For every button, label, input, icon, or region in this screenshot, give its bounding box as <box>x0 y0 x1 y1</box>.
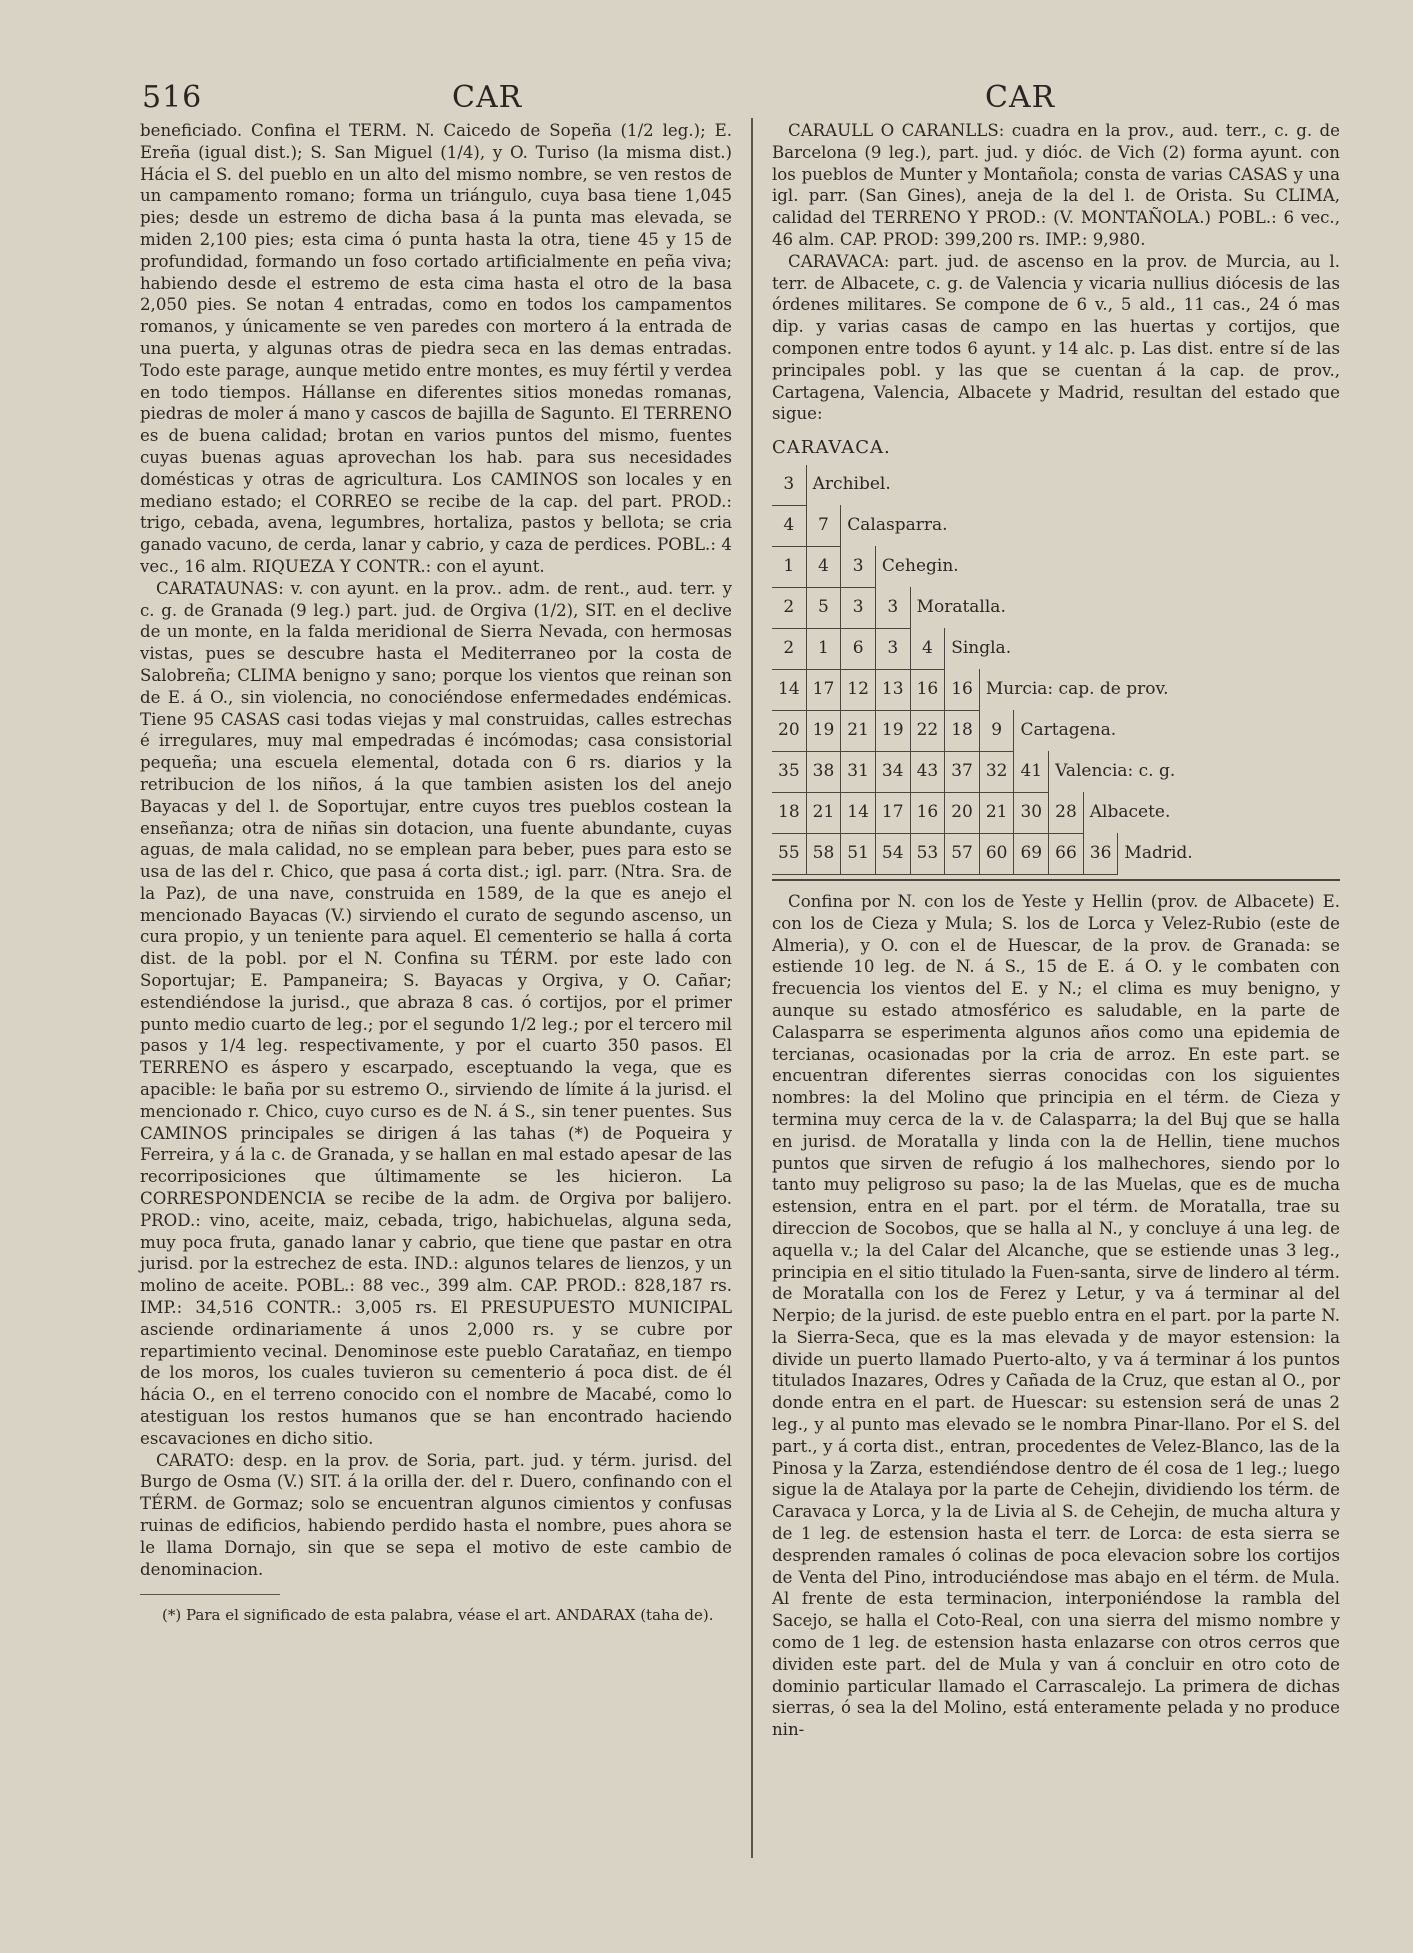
place-label: Singla. <box>951 638 1012 659</box>
table-row <box>772 546 1199 587</box>
distance-cell: 43 <box>910 751 945 792</box>
place-label: Moratalla. <box>916 597 1006 618</box>
distance-cell: 41 <box>1014 751 1049 792</box>
right-column <box>772 120 1340 1741</box>
distance-table <box>772 465 1199 875</box>
table-row <box>772 587 1199 628</box>
place-label: Albacete. <box>1089 802 1171 823</box>
distance-cell: 17 <box>806 669 841 710</box>
place-label: Madrid. <box>1124 843 1193 864</box>
distance-cell: 37 <box>945 751 980 792</box>
distance-cell: 58 <box>806 833 841 874</box>
distance-cell: 31 <box>841 751 876 792</box>
distance-cell: 21 <box>841 710 876 751</box>
distance-cell: 19 <box>875 710 910 751</box>
distance-cell: 66 <box>1049 833 1084 874</box>
distance-cell: 34 <box>875 751 910 792</box>
distance-cell: 16 <box>945 669 980 710</box>
place-label: Cartagena. <box>1020 720 1117 741</box>
place-label: Calasparra. <box>847 515 948 536</box>
distance-cell: 4 <box>806 546 841 587</box>
distance-cell: 1 <box>772 546 806 587</box>
distance-cell: 22 <box>910 710 945 751</box>
distance-cell: 9 <box>979 710 1014 751</box>
right-running-head: CAR <box>985 80 1056 115</box>
distance-cell: 13 <box>875 669 910 710</box>
distance-cell: 51 <box>841 833 876 874</box>
distance-cell: 69 <box>1014 833 1049 874</box>
distance-cell: 16 <box>910 669 945 710</box>
table-row <box>772 710 1199 751</box>
distance-cell: 38 <box>806 751 841 792</box>
distance-cell: 21 <box>979 792 1014 833</box>
distance-cell: 20 <box>945 792 980 833</box>
distance-cell: 53 <box>910 833 945 874</box>
distance-cell: 36 <box>1083 833 1118 874</box>
table-row <box>772 669 1199 710</box>
distance-cell: 2 <box>772 628 806 669</box>
distance-cell: 55 <box>772 833 806 874</box>
table-row <box>772 465 1199 506</box>
distance-cell: 20 <box>772 710 806 751</box>
distance-cell: 57 <box>945 833 980 874</box>
entry-caravaca-confina: Confina por N. con los de Yeste y Hellin (prov. de Albacete) E. con los de Cieza y Mula; S. los de Lorca y Velez-Rubio (este de Almeria), y O. con el de Huescar, de la prov. de Granada: se estiende 10 leg. de N. á S., 15 de E. á O. y le combaten con frecuencia los vientos del E. y N.; el clima es muy benigno, y aunque su estado atmosférico es saludable, en la parte de Calasparra se esperimenta algunos años como una epidemia de tercianas, ocasionadas por la cria de arroz. En este part. se encuentran diferentes sierras conocidas con los siguientes nombres: la del Molino que principia en el térm. de Cieza y termina muy cerca de la v. de Calasparra; la del Buj que se halla en jurisd. de Moratalla y linda con la de Hellin, tiene muchos puntos que sirven de refugio á los malhechores, siendo por lo tanto muy peligroso su paso; la de las Muelas, que es de mucha estension, entra en el part. por el térm. de Moratalla, trae su direccion de Socobos, que se halla al N., y concluye á una leg. de aquella v.; la del Calar del Alcanche, que se estiende unas 3 leg., principia en el sitio titulado la Fuen-santa, sirve de lindero al térm. de Moratalla con los de Ferez y Letur, y va á terminar al del Nerpio; de la jurisd. de este pueblo entra en el part. por la parte N. la Sierra-Seca, que es la mas elevada y de mayor estension: la divide un puerto llamado Puerto-alto, y va á terminar á los puntos titulados Inazares, Odres y Cañada de la Cruz, que estan al O., por donde entra en el part. de Huescar: su estension será de unas 2 leg., y al punto mas elevado se le nombra Pinar-llano. Por el S. del part., y á corta dist., entran, procedentes de Velez-Blanco, las de la Pinosa y la Zarza, estendiéndose dentro de él cosa de 1 leg.; luego sigue la de Atalaya por la parte de Cehejin, dividiendo los térm. de Caravaca y Lorca, y la de Livia al S. de Cehejin, de mucha altura y de 1 leg. de estension hasta el terr. de Lorca: de esta sierra se desprenden ramales ó colinas de poca elevacion sobre los cortijos de Venta del Pino, introduciéndose mas abajo en el térm. de Mula. Al frente de esta terminacion, interponiéndose la rambla del Sacejo, se halla el Coto-Real, con una sierra del mismo nombre y como de 1 leg. de estension hasta enlazarse con otros cerros que dividen este part. del de Mula y van á concluir en otro coto de dominio particular llamado el Carrascalejo. La primera de dichas sierras, ó sea la del Molino, está enteramente pelada y no produce nin- <box>772 891 1340 1740</box>
distance-table-title: CARAVACA. <box>772 437 891 459</box>
distance-cell: 14 <box>772 669 806 710</box>
distance-cell: 12 <box>841 669 876 710</box>
distance-cell: 54 <box>875 833 910 874</box>
distance-cell: 21 <box>806 792 841 833</box>
entry-carataunas: CARATAUNAS: v. con ayunt. en la prov.. adm. de rent., aud. terr. y c. g. de Granada (9 leg.) part. jud. de Orgiva (1/2), SIT. en el declive de un monte, en la falda meridional de Sierra Nevada, con hermosas vistas, pues se descubre hasta el Mediterraneo por la costa de Salobreña; CLIMA benigno y sano; porque los vientos que reinan son de E. á O., sin violencia, no conociéndose enfermedades endémicas. Tiene 95 CASAS casi todas viejas y mal construidas, calles estrechas é irregulares, muy mal empedradas é incómodas; casa consistorial pequeña; una escuela elemental, dotada con 6 rs. diarios y la retribucion de los niños, á la que tambien asisten los del anejo Bayacas y del l. de Soportujar, entre cuyos tres pueblos costean la enseñanza; otra de niñas sin dotacion, una fuente abundante, cuyas aguas, de mala calidad, no se emplean para beber, pues para esto se usa de las del r. Chico, que pasa á corta dist.; igl. parr. (Ntra. Sra. de la Paz), de una nave, construida en 1589, de la que es anejo el mencionado Bayacas (V.) sirviendo el curato de segundo ascenso, un cura propio, y un teniente para aquel. El cementerio se halla á corta dist. de la pobl. por el N. Confina su TÉRM. por este lado con Soportujar; E. Pampaneira; S. Bayacas y Orgiva, y O. Cañar; estendiéndose la jurisd., que abraza 8 cas. ó cortijos, por el primer punto medio cuarto de leg.; por el segundo 1/2 leg.; por el tercero mil pasos y 1/4 leg. respectivamente, y por el cuarto 350 pasos. El TERRENO es áspero y escarpado, esceptuando la vega, que es apacible: le baña por su estremo O., sirviendo de límite á la jurisd. el mencionado r. Chico, cuyo curso es de N. á S., sin tener puentes. Sus CAMINOS principales se dirigen á las tahas (*) de Poqueira y Ferreira, y á la c. de Granada, y se hallan en mal estado apesar de las recorriposiciones que últimamente se les hicieron. La CORRESPONDENCIA se recibe de la adm. de Orgiva por balijero. PROD.: vino, aceite, maiz, cebada, trigo, habichuelas, alguna seda, muy poca fruta, ganado lanar y cabrio, que tiene que pastar en otra jurisd. por la estrechez de esta. IND.: algunos telares de lienzos, y un molino de aceite. POBL.: 88 vec., 399 alm. CAP. PROD.: 828,187 rs. IMP.: 34,516 CONTR.: 3,005 rs. El PRESUPUESTO MUNICIPAL asciende ordinariamente á unos 2,000 rs. y se cubre por repartimiento vecinal. Denominose este pueblo Caratañaz, en tiempo de los moros, los cuales tuvieron su cementerio á poca dist. de él hácia O., en el terreno conocido con el nombre de Macabé, como lo atestiguan los restos humanos que se han encontrado haciendo escavaciones en dicho sitio. <box>140 578 732 1448</box>
distance-cell: 7 <box>806 505 841 546</box>
table-row <box>772 792 1199 833</box>
distance-cell: 3 <box>772 465 806 506</box>
distance-cell: 18 <box>772 792 806 833</box>
distance-cell: 2 <box>772 587 806 628</box>
page-number: 516 <box>142 80 203 115</box>
left-running-head: CAR <box>452 80 523 115</box>
entry-carato: CARATO: desp. en la prov. de Soria, part. jud. y térm. jurisd. del Burgo de Osma (V.) SIT. á la orilla der. del r. Duero, confinando con el TÉRM. de Gormaz; solo se encuentran algunos cimientos y confusas ruinas de edificios, habiendo perdido hasta el nombre, pues ahora se le llama Dornajo, sin que se sepa el motivo de este cambio de denominacion. <box>140 1450 732 1579</box>
table-row <box>772 751 1199 792</box>
table-row <box>772 628 1199 669</box>
table-end-rule <box>772 879 1340 881</box>
distance-cell: 3 <box>875 628 910 669</box>
distance-cell: 16 <box>910 792 945 833</box>
distance-cell: 6 <box>841 628 876 669</box>
entry-caraull: CARAULL O CARANLLS: cuadra en la prov., aud. terr., c. g. de Barcelona (9 leg.), part. jud. y dióc. de Vich (2) forma ayunt. con los pueblos de Munter y Montañola; consta de varias CASAS y una igl. parr. (San Gines), aneja de la del l. de Orista. Su CLIMA, calidad del TERRENO Y PROD.: (V. MONTAÑOLA.) POBL.: 6 vec., 46 alm. CAP. PROD: 399,200 rs. IMP.: 9,980. <box>772 121 1340 249</box>
distance-cell: 14 <box>841 792 876 833</box>
distance-cell: 35 <box>772 751 806 792</box>
table-row <box>772 833 1199 874</box>
table-row <box>772 505 1199 546</box>
distance-cell: 4 <box>772 505 806 546</box>
footnote: (*) Para el significado de esta palabra, véase el art. ANDARAX (taha de). <box>162 1606 714 1625</box>
place-label: Valencia: c. g. <box>1055 761 1176 782</box>
place-label: Murcia: cap. de prov. <box>985 679 1169 700</box>
footnote-rule <box>140 1594 280 1595</box>
distance-cell: 32 <box>979 751 1014 792</box>
distance-cell: 5 <box>806 587 841 628</box>
distance-cell: 1 <box>806 628 841 669</box>
left-column <box>140 120 732 1625</box>
place-label: Cehegin. <box>881 556 959 577</box>
entry-caravaca: CARAVACA: part. jud. de ascenso en la prov. de Murcia, au l. terr. de Albacete, c. g. de Valencia y vicaria nullius diócesis de las órdenes militares. Se compone de 6 v., 5 ald., 11 cas., 24 ó mas dip. y varias casas de campo en las huertas y cortijos, que componen entre todos 6 ayunt. y 14 alc. p. Las dist. entre sí de las principales pobl. y las que se cuentan á la cap. de prov., Cartagena, Valencia, Albacete y Madrid, resultan del estado que sigue: <box>772 251 1340 424</box>
distance-cell: 3 <box>841 587 876 628</box>
distance-cell: 3 <box>875 587 910 628</box>
distance-cell: 18 <box>945 710 980 751</box>
distance-cell: 3 <box>841 546 876 587</box>
distance-cell: 28 <box>1049 792 1084 833</box>
distance-cell: 17 <box>875 792 910 833</box>
distance-cell: 19 <box>806 710 841 751</box>
continuation-entry: beneficiado. Confina el TERM. N. Caicedo de Sopeña (1/2 leg.); E. Ereña (igual dist.); S. San Miguel (1/4), y O. Turiso (la misma dist.) Hácia el S. del pueblo en un alto del mismo nombre, se ven restos de un campamento romano; forma un triángulo, cuya basa tiene 1,045 pies; desde un estremo de dicha basa á la punta mas elevada, se miden 2,100 pies; esta cima ó punta hasta la otra, tiene 45 y 15 de profundidad, formando un foso cortado artificialmente en peña viva; habiendo desde el estremo de esta cima hasta el otro de la basa 2,050 pies. Se notan 4 entradas, como en todos los campamentos romanos, y únicamente se ven paredes con mortero á la entrada de una puerta, y algunas otras de piedra seca en las demas entradas. Todo este parage, aunque metido entre montes, es muy fértil y verdea en todo tiempos. Hállanse en diferentes sitios monedas romanas, piedras de moler á mano y cascos de bajilla de Sagunto. El TERRENO es de buena calidad; brotan en varios puntos del mismo, fuentes cuyas buenas aguas aprovechan los hab. para sus necesidades domésticas y otras de agricultura. Los CAMINOS son locales y en mediano estado; el CORREO se recibe de la cap. del part. PROD.: trigo, cebada, avena, legumbres, hortaliza, pastos y bellota; se cria ganado vacuno, de cerda, lanar y cabrio, y caza de perdices. POBL.: 4 vec., 16 alm. RIQUEZA Y CONTR.: con el ayunt. <box>140 121 732 576</box>
column-divider <box>751 118 753 1858</box>
distance-cell: 4 <box>910 628 945 669</box>
place-label: Archibel. <box>812 474 891 495</box>
distance-cell: 60 <box>979 833 1014 874</box>
distance-cell: 30 <box>1014 792 1049 833</box>
